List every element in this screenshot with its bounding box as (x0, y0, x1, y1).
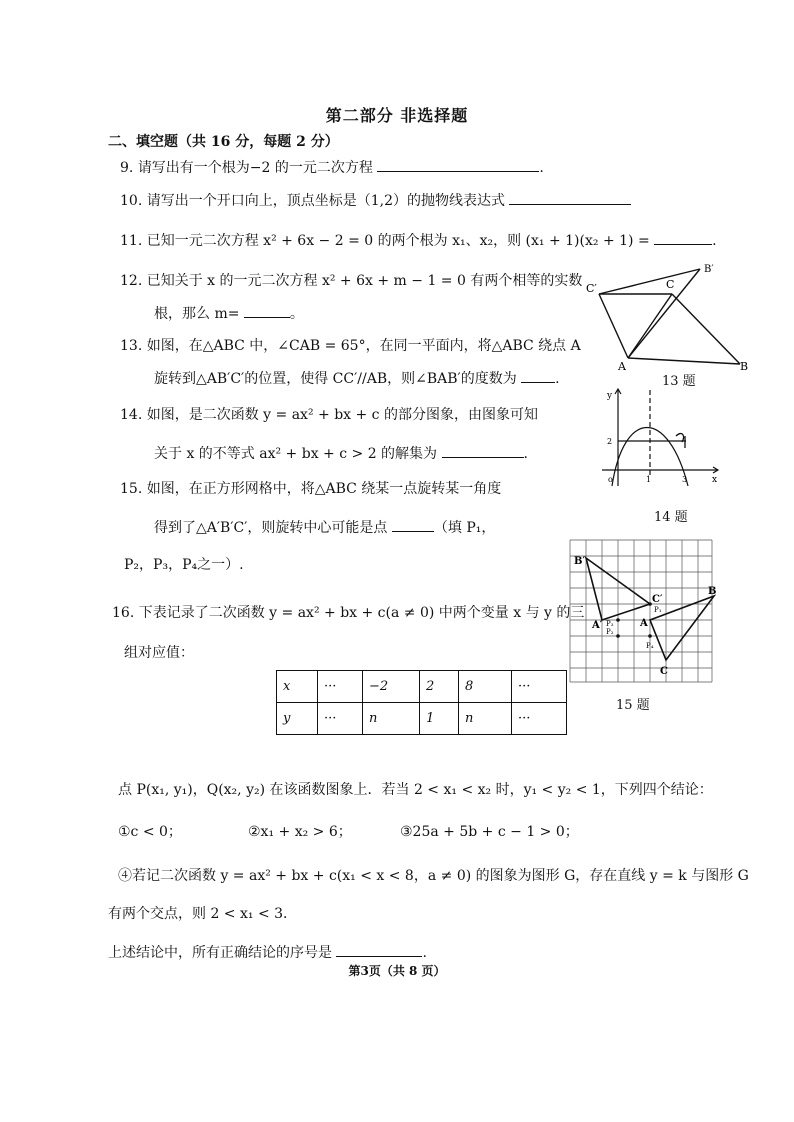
table-cell: 8 (459, 671, 512, 703)
q15-line2: 得到了△A′B′C′，则旋转中心可能是点 (154, 520, 388, 536)
q15-line1: 如图，在正方形网格中，将△ABC 绕某一点旋转某一角度 (146, 481, 502, 497)
fig14-label: 3 (682, 475, 688, 484)
q13-line2: 旋转到△AB′C′的位置，使得 CC′//AB，则∠BAB′的度数为 (154, 371, 517, 387)
page-footer: 第3页（共 8 页） (348, 964, 446, 978)
q15-line2-end: （填 P₁， (433, 520, 496, 536)
fig15-label: P₄ (646, 642, 654, 650)
q16-line3: 点 P(x₁, y₁)，Q(x₂, y₂) 在该函数图象上．若当 2 < x₁ < x₂ 时，y₁ < y₂ < 1，下列四个结论： (118, 782, 713, 798)
table-cell: y (277, 703, 318, 735)
question-9 (120, 157, 544, 178)
question-10 (120, 190, 631, 211)
question-13-line2 (154, 368, 560, 389)
q12-number: 12. (120, 273, 143, 289)
fig13-label: A (618, 360, 626, 373)
conclusion-3: ③25a + 5b + c − 1 > 0； (400, 824, 579, 840)
question-14-line1 (120, 405, 538, 425)
table-cell: ··· (318, 703, 363, 735)
q10-text: 请写出一个开口向上，顶点坐标是（1,2）的抛物线表达式 (146, 193, 505, 209)
q11-end: . (712, 233, 717, 249)
conclusion-2: ②x₁ + x₂ > 6； (248, 824, 352, 840)
section-title: 二、填空题（共 16 分，每题 2 分） (108, 134, 339, 150)
table-cell: ··· (512, 703, 567, 735)
figure-14 (594, 386, 724, 496)
q16-line1: 下表记录了二次函数 y = ax² + bx + c(a ≠ 0) 中两个变量 x 与 y 的三 (138, 605, 585, 621)
q13-line1: 如图，在△ABC 中，∠CAB = 65°，在同一平面内，将△ABC 绕点 A (146, 338, 581, 354)
fig14-label: 2 (607, 437, 613, 446)
q14-end: . (523, 446, 528, 462)
fig14-caption: 14 题 (654, 510, 688, 525)
question-11 (120, 230, 717, 251)
q14-line2: 关于 x 的不等式 ax² + bx + c > 2 的解集为 (154, 446, 438, 462)
fig15-label: C (660, 666, 668, 677)
q9-number: 9. (120, 160, 134, 176)
table-cell: n (363, 703, 420, 735)
fig15-label: P₂ (606, 628, 614, 636)
fig14-label: o (608, 475, 613, 484)
question-12-line1 (120, 271, 582, 291)
q16-line2: 组对应值： (124, 645, 194, 661)
fig15-label: C′ (652, 594, 663, 605)
part-title: 第二部分 非选择题 (325, 106, 469, 125)
fig15-label: P₁ (654, 606, 662, 614)
table-row (277, 671, 567, 703)
table-cell: 2 (420, 671, 459, 703)
table-cell: x (277, 671, 318, 703)
q9-text: 请写出有一个根为−2 的一元二次方程 (137, 160, 373, 176)
conclusion-1: ①c < 0； (118, 824, 182, 840)
table-cell: ··· (318, 671, 363, 703)
question-12-line2 (154, 303, 304, 324)
q16-final-end: . (422, 945, 427, 961)
q11-answer-blank[interactable] (654, 230, 712, 245)
fig13-label: C (666, 278, 675, 291)
q12-line1: 已知关于 x 的一元二次方程 x² + 6x + m − 1 = 0 有两个相等的实数 (146, 273, 583, 289)
question-16-line1 (112, 603, 584, 623)
q16-answer-blank[interactable] (336, 942, 422, 957)
fig13-label: B (740, 360, 749, 373)
table-row (277, 703, 567, 735)
fig13-label: B′ (704, 264, 714, 275)
q13-end: . (555, 371, 560, 387)
q11-number: 11. (120, 233, 143, 249)
q10-answer-blank[interactable] (509, 190, 631, 205)
conclusion-4-line1: ④若记二次函数 y = ax² + bx + c(x₁ < x < 8，a ≠ 0) 的图象为图形 G，存在直线 y = k 与图形 G (118, 868, 749, 884)
table-cell: 1 (420, 703, 459, 735)
fig15-label: B (708, 586, 716, 597)
q11-text: 已知一元二次方程 x² + 6x − 2 = 0 的两个根为 x₁、x₂，则 (x₁ + 1)(x₂ + 1) = (146, 233, 650, 249)
q12-end: 。 (289, 306, 304, 322)
value-table (276, 670, 567, 735)
q9-answer-blank[interactable] (377, 157, 539, 172)
q13-number: 13. (120, 338, 143, 354)
q14-number: 14. (120, 407, 143, 423)
fig13-label: C′ (586, 282, 597, 295)
q12-line2: 根，那么 m= (154, 306, 240, 322)
q15-answer-blank[interactable] (392, 517, 434, 532)
question-16-final (108, 942, 427, 963)
fig15-caption: 15 题 (616, 698, 650, 713)
q9-end: . (539, 160, 544, 176)
question-14-line2 (154, 443, 528, 464)
fig14-label: x (712, 475, 718, 485)
q15-line3: P₂，P₃，P₄之一）. (124, 557, 244, 573)
conclusion-4-line2: 有两个交点，则 2 < x₁ < 3． (108, 906, 298, 922)
fig15-label: A′ (592, 620, 603, 631)
table-cell: ··· (512, 671, 567, 703)
figure-15 (566, 536, 716, 686)
q10-number: 10. (120, 193, 143, 209)
fig15-label: B′ (574, 556, 586, 567)
fig14-label: y (607, 391, 613, 401)
table-cell: −2 (363, 671, 420, 703)
question-15-line1 (120, 479, 501, 499)
question-16-line2 (124, 643, 194, 663)
q13-answer-blank[interactable] (521, 368, 555, 383)
q16-final: 上述结论中，所有正确结论的序号是 (108, 945, 332, 961)
question-15-line3 (124, 555, 244, 575)
q15-number: 15. (120, 481, 143, 497)
table-cell: n (459, 703, 512, 735)
question-13-line1 (120, 336, 581, 356)
fig14-label: 1 (646, 475, 652, 484)
q16-number: 16. (112, 605, 135, 621)
question-16-line3 (118, 780, 713, 800)
q14-line1: 如图，是二次函数 y = ax² + bx + c 的部分图象，由图象可知 (146, 407, 538, 423)
question-15-line2 (154, 517, 495, 538)
fig15-label: P₃ (606, 620, 614, 628)
fig15-label: A (640, 618, 648, 629)
q12-answer-blank[interactable] (244, 303, 290, 318)
q14-answer-blank[interactable] (442, 443, 524, 458)
fig13-caption: 13 题 (662, 374, 696, 389)
